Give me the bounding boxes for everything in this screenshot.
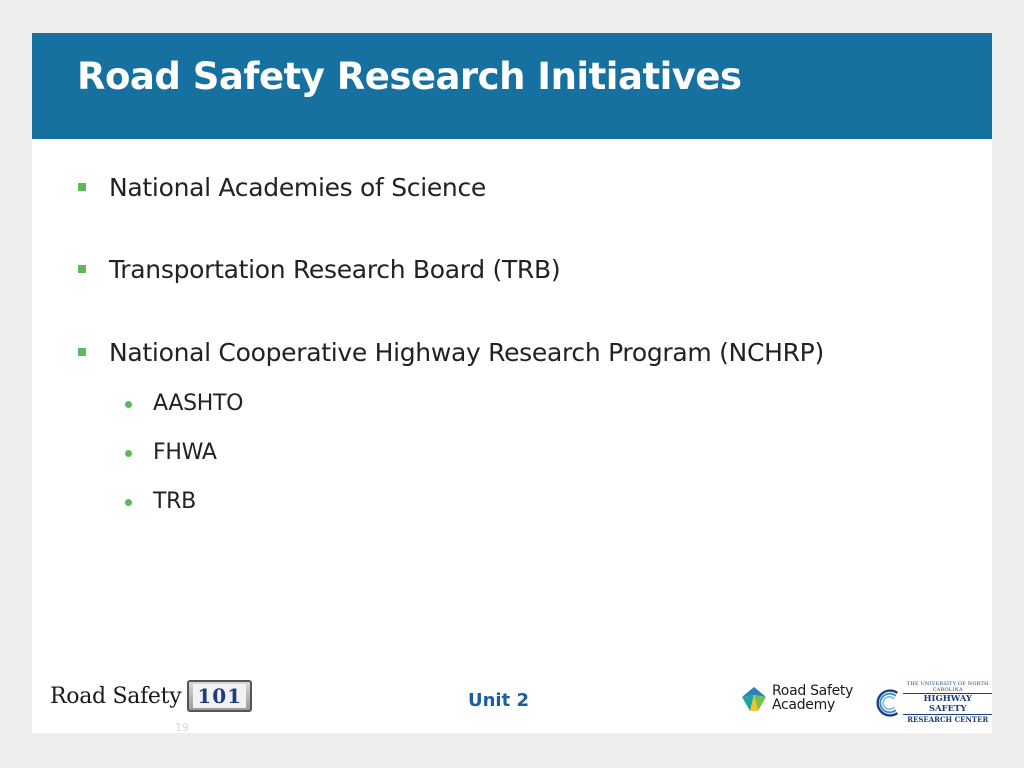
bullet-text: National Academies of Science bbox=[109, 173, 487, 202]
sub-bullet-text: FHWA bbox=[153, 440, 217, 465]
course-badge bbox=[187, 680, 252, 712]
bullet-text: National Cooperative Highway Research Program (NCHRP) bbox=[109, 338, 824, 367]
sub-bullet-text: AASHTO bbox=[153, 391, 244, 416]
road-safety-101-logo bbox=[50, 680, 252, 712]
sub-bullet-text: TRB bbox=[153, 489, 196, 514]
round-bullet-icon bbox=[125, 401, 132, 408]
hsrc-university-line: THE UNIVERSITY OF NORTH CAROLINA bbox=[906, 681, 989, 693]
bullet-item bbox=[109, 338, 824, 367]
round-bullet-icon bbox=[125, 499, 132, 506]
title-bar bbox=[32, 33, 992, 139]
square-bullet-icon bbox=[78, 348, 86, 356]
sub-bullet-item bbox=[153, 391, 243, 416]
sub-bullet-item bbox=[153, 440, 217, 465]
road-safety-logo-text: Road Safety bbox=[50, 683, 182, 709]
academy-logo-line2: Academy bbox=[772, 697, 835, 713]
hsrc-center-line: RESEARCH CENTER bbox=[907, 715, 989, 724]
slide bbox=[32, 33, 992, 733]
academy-logo-line1: Road Safety bbox=[772, 683, 854, 699]
road-safety-academy-logo-icon bbox=[740, 683, 768, 713]
unit-label: Unit 2 bbox=[468, 690, 529, 711]
hsrc-swirl-logo-icon bbox=[874, 684, 900, 722]
sub-bullet-item bbox=[153, 489, 196, 514]
road-safety-academy-logo bbox=[740, 683, 853, 713]
bullet-item bbox=[109, 173, 486, 202]
page-number: 19 bbox=[175, 721, 189, 734]
bullet-text: Transportation Research Board (TRB) bbox=[109, 255, 561, 284]
slide-title: Road Safety Research Initiatives bbox=[77, 55, 742, 98]
course-badge-number: 101 bbox=[193, 684, 246, 708]
bullet-item bbox=[109, 255, 560, 284]
square-bullet-icon bbox=[78, 265, 86, 273]
hsrc-name-line: HIGHWAY SAFETY bbox=[903, 693, 992, 715]
round-bullet-icon bbox=[125, 450, 132, 457]
hsrc-logo bbox=[874, 681, 992, 724]
square-bullet-icon bbox=[78, 183, 86, 191]
